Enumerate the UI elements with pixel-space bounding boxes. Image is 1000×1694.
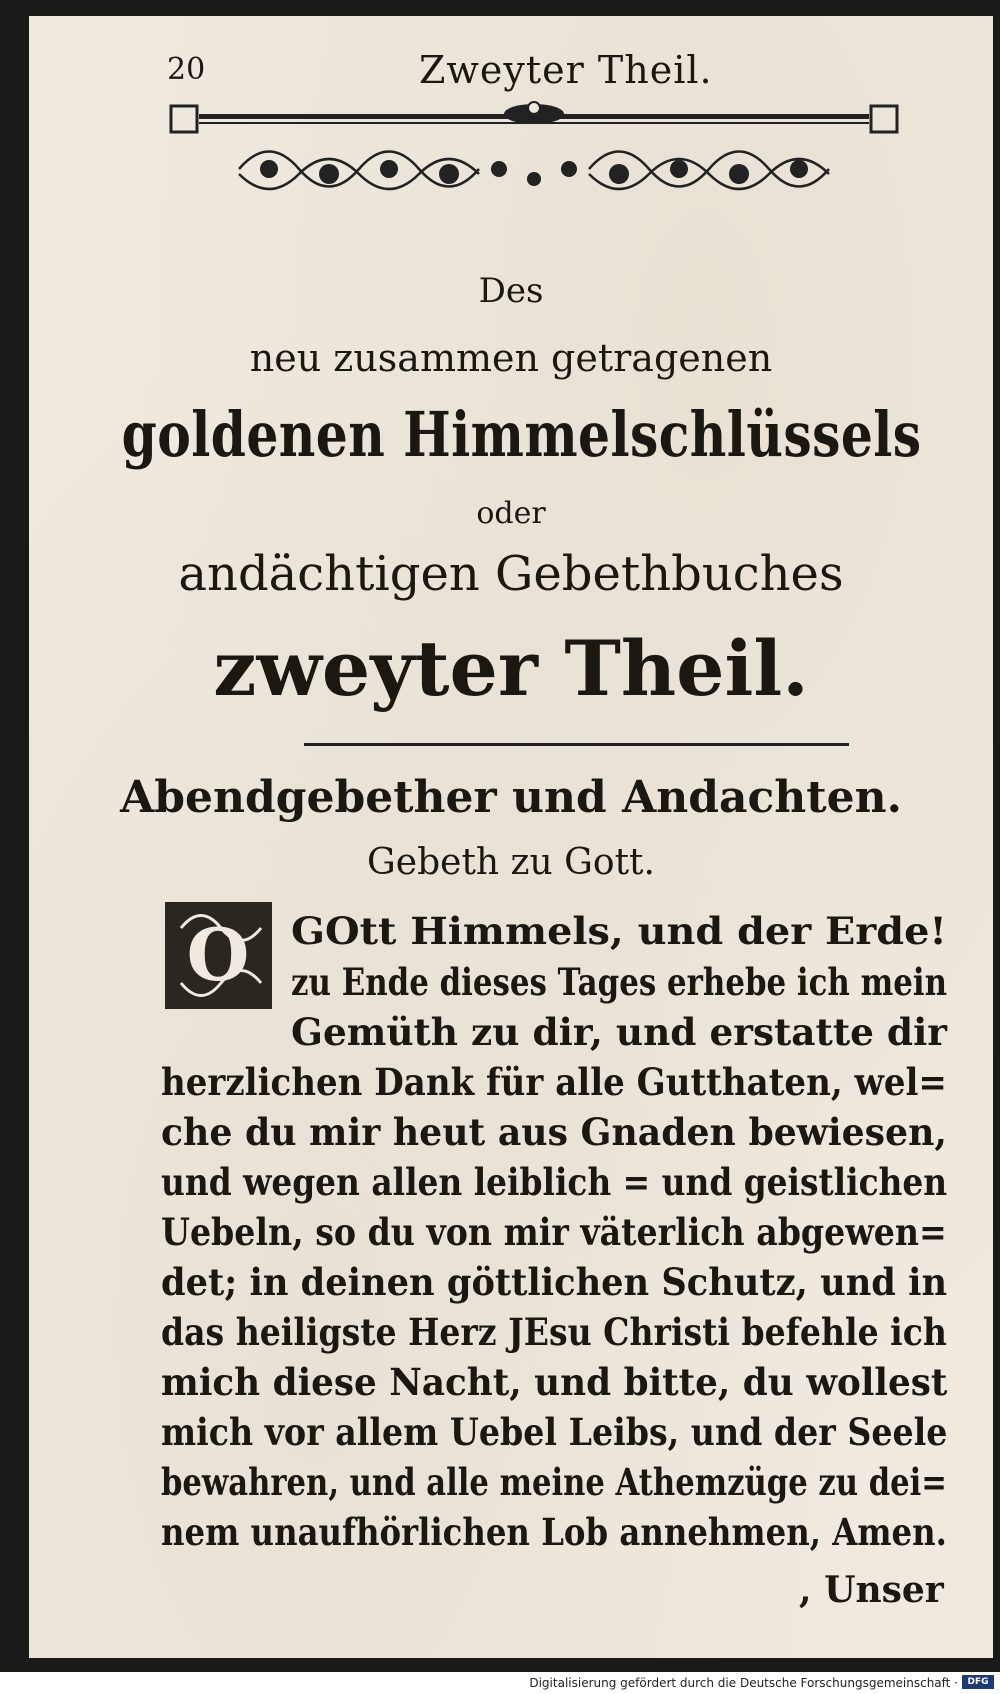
body-line-12: bewahren, und alle meine Athemzüge zu dei=: [161, 1460, 947, 1504]
title-divider-rule: [304, 743, 849, 746]
body-line-4: herzlichen Dank für alle Gutthaten, wel=: [161, 1060, 947, 1104]
title-line-oder: oder: [476, 496, 546, 531]
floral-ornament-headpiece: [169, 94, 899, 222]
catchword: , Unser: [799, 1569, 944, 1611]
dfg-logo[interactable]: DFG: [962, 1675, 994, 1689]
title-line-subtitle: neu zusammen getragenen: [249, 336, 773, 380]
digitization-footer: [0, 1672, 1000, 1694]
footer-credit-text: Digitalisierung gefördert durch die Deutsche Forschungsgemeinschaft ·: [529, 1676, 958, 1690]
page-number: 20: [167, 52, 206, 87]
book-page: [29, 16, 993, 1658]
body-line-11: mich vor allem Uebel Leibs, und der Seele: [161, 1410, 948, 1454]
running-head: Zweyter Theil.: [419, 48, 713, 92]
body-line-3: Gemüth zu dir, und erstatte dir: [291, 1010, 947, 1054]
title-line-part: zweyter Theil.: [213, 624, 809, 713]
prayer-heading: Gebeth zu Gott.: [367, 842, 655, 883]
drop-cap-letter: O: [186, 912, 250, 997]
title-line-alt: andächtigen Gebethbuches: [178, 546, 844, 602]
body-line-1: GOtt Himmels, und der Erde!: [291, 909, 947, 953]
body-line-7: Uebeln, so du von mir väterlich abgewen=: [161, 1210, 947, 1254]
body-line-10: mich diese Nacht, und bitte, du wollest: [161, 1360, 948, 1404]
body-line-9: das heiligste Herz JEsu Christi befehle ich: [161, 1310, 947, 1354]
body-line-5: che du mir heut aus Gnaden bewiesen,: [161, 1110, 947, 1154]
title-line-main: goldenen Himmelschlüssels: [121, 398, 922, 471]
section-heading: Abendgebether und Andachten.: [120, 772, 902, 823]
body-line-2: zu Ende dieses Tages erhebe ich mein: [291, 960, 948, 1004]
body-line-6: und wegen allen leiblich = und geistlichen: [161, 1160, 948, 1204]
decorated-drop-cap: [161, 898, 276, 1013]
body-line-8: det; in deinen göttlichen Schutz, und in: [161, 1260, 948, 1304]
title-line-des: Des: [478, 271, 544, 311]
body-line-13: nem unaufhörlichen Lob annehmen, Amen.: [161, 1510, 947, 1554]
